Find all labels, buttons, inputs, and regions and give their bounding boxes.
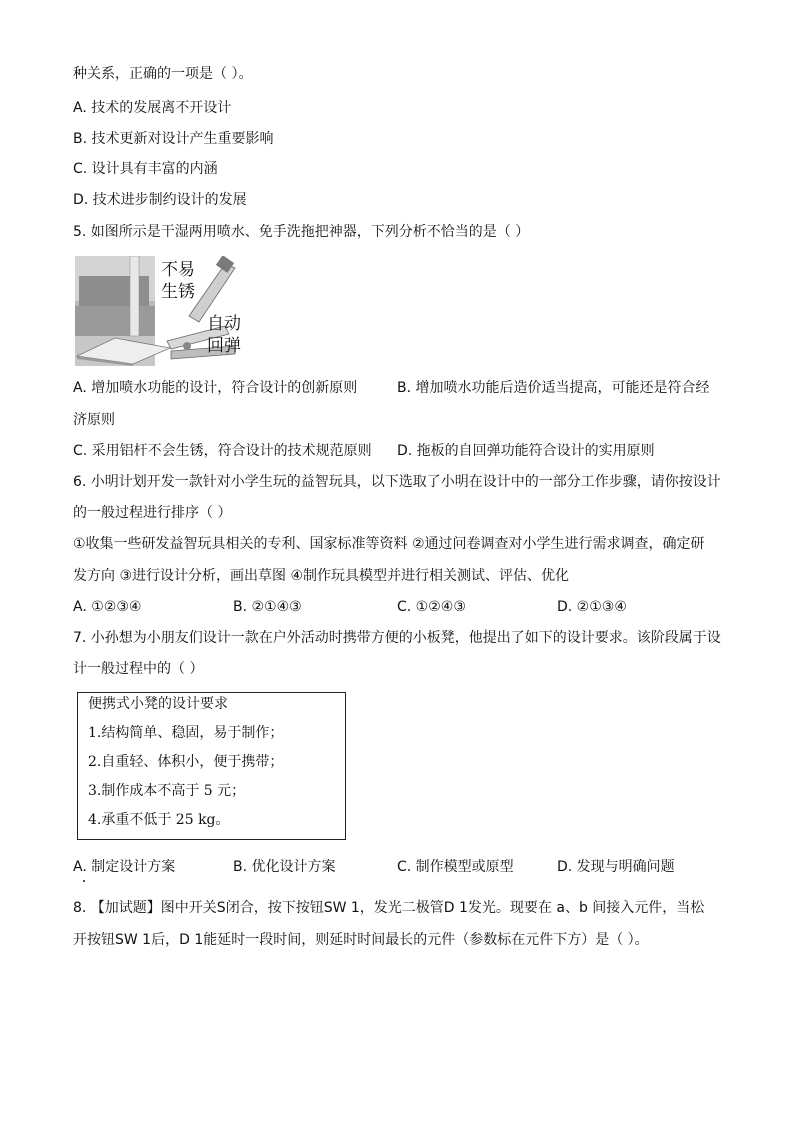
requirement-item: 1.结构简单、稳固，易于制作；	[88, 725, 284, 741]
q6-stem-2: 的一般过程进行排序（ ）	[73, 505, 232, 521]
q6-option-c: C. ①②④③	[397, 599, 466, 615]
q8-stem-2: 开按钮SW 1后，D 1能延时一段时间，则延时时间最长的元件（参数标在元件下方）是（ ）。	[73, 932, 649, 948]
q7-option-c: C. 制作模型或原型	[397, 859, 514, 875]
photo-label-rust-2: 生锈	[161, 282, 195, 302]
requirements-box	[77, 692, 346, 840]
stray-mark	[83, 880, 85, 882]
photo-label-spring-1: 自动	[207, 314, 241, 334]
q6-steps-1: ①收集一些研发益智玩具相关的专利、国家标准等资料 ②通过问卷调查对小学生进行需求调查，确定研	[73, 536, 705, 552]
q7-option-a: A. 制定设计方案	[73, 859, 176, 875]
q7-stem-1: 7. 小孙想为小朋友们设计一款在户外活动时携带方便的小板凳，他提出了如下的设计要求。该阶段属于设	[73, 630, 721, 646]
q6-option-d: D. ②①③④	[557, 599, 627, 615]
q7-stem-2: 计一般过程中的（ ）	[73, 661, 204, 677]
q6-stem-1: 6. 小明计划开发一款针对小学生玩的益智玩具，以下选取了小明在设计中的一部分工作步骤，请你按设计	[73, 474, 721, 490]
q7-option-b: B. 优化设计方案	[233, 859, 336, 875]
q6-option-a: A. ①②③④	[73, 599, 142, 615]
photo-label-rust-1: 不易	[161, 260, 195, 280]
q4-option-d: D. 技术进步制约设计的发展	[73, 192, 247, 208]
q5-option-b: B. 增加喷水功能后造价适当提高，可能还是符合经	[397, 380, 710, 396]
requirement-item: 4.承重不低于 25 kg。	[88, 812, 230, 828]
q4-option-b: B. 技术更新对设计产生重要影响	[73, 131, 274, 147]
q6-steps-2: 发方向 ③进行设计分析，画出草图 ④制作玩具模型并进行相关测试、评估、优化	[73, 568, 569, 584]
photo-label-spring-2: 回弹	[207, 336, 241, 356]
requirement-item: 3.制作成本不高于 5 元；	[88, 783, 246, 799]
q6-option-b: B. ②①④③	[233, 599, 302, 615]
q4-stem-tail: 种关系，正确的一项是（ ）。	[73, 66, 253, 82]
q5-option-c: C. 采用铝杆不会生锈，符合设计的技术规范原则	[73, 443, 372, 459]
q7-option-d: D. 发现与明确问题	[557, 859, 675, 875]
q4-option-c: C. 设计具有丰富的内涵	[73, 161, 218, 177]
requirements-title: 便携式小凳的设计要求	[88, 696, 228, 712]
q5-stem: 5. 如图所示是干湿两用喷水、免手洗拖把神器，下列分析不恰当的是（ ）	[73, 224, 530, 240]
requirement-item: 2.自重轻、体积小，便于携带；	[88, 754, 284, 770]
q8-stem-1: 8. 【加试题】图中开关S闭合，按下按钮SW 1，发光二极管D 1发光。现要在 a、b 间接入元件，当松	[73, 900, 705, 916]
q4-option-a: A. 技术的发展离不开设计	[73, 100, 232, 116]
q5-option-d: D. 拖板的自回弹功能符合设计的实用原则	[397, 443, 655, 459]
q5-option-b-cont: 济原则	[73, 412, 115, 428]
q5-option-a: A. 增加喷水功能的设计，符合设计的创新原则	[73, 380, 358, 396]
